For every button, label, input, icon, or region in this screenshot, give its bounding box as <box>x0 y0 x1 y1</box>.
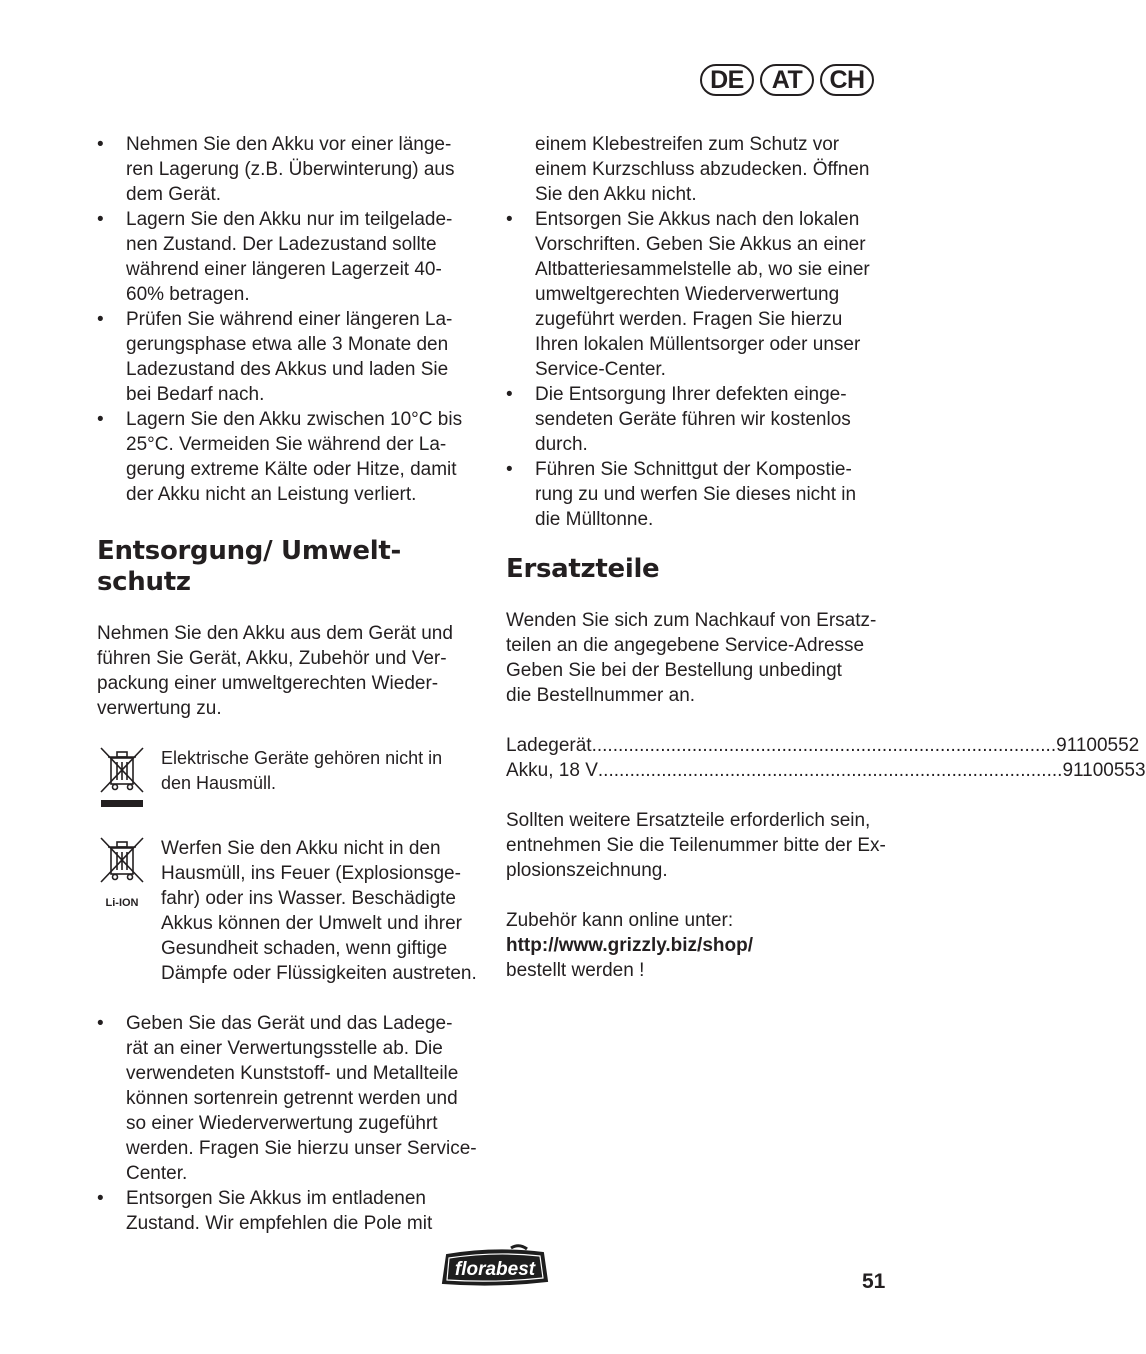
disposal-heading: Entsorgung/ Umwelt- schutz <box>97 536 401 597</box>
continuation-text: einem Klebestreifen zum Schutz vor einem Kurzschluss abzudecken. Öffnen Sie den Akku nicht. <box>535 134 870 205</box>
badge-at: AT <box>760 64 814 96</box>
badge-ch: CH <box>820 64 874 96</box>
badge-de: DE <box>700 64 754 96</box>
list-item: • Führen Sie Schnittgut der Kompostie- rung zu und werfen Sie dieses nicht in die Mülltonne. <box>506 457 894 532</box>
parts-list <box>506 733 1146 783</box>
battery-symbol-row <box>97 836 483 986</box>
parts-note: Sollten weitere Ersatzteile erforderlich sein, entnehmen Sie die Teilenummer bitte der Ex- plosionszeichnung. <box>506 810 886 881</box>
weee-symbol-row <box>97 746 483 812</box>
accessories-label: Zubehör kann online unter: <box>506 910 734 931</box>
right-column <box>506 132 1146 983</box>
part-name: Ladegerät <box>506 735 592 756</box>
parts-row <box>506 733 1140 758</box>
list-item: • Entsorgen Sie Akkus nach den lokalen Vorschriften. Geben Sie Akkus an einer Altbatteriesammelstelle ab, wo sie einer umweltgerechten Wiederverwertung zugeführt werden. Fragen Sie hierzu Ihren lokalen Müllentsorger oder unser Service-Center. <box>506 207 894 382</box>
list-item: • Entsorgen Sie Akkus im entladenen Zustand. Wir empfehlen die Pole mit <box>97 1186 483 1236</box>
leader-dots: ........................................................................................ <box>597 760 1063 781</box>
florabest-logo <box>439 1245 551 1289</box>
list-item: • Lagern Sie den Akku nur im teilgelade- nen Zustand. Der Ladezustand sollte während einer längeren Lagerzeit 40- 60% betragen. <box>97 207 483 307</box>
part-number: 91100552 <box>1056 735 1140 756</box>
list-item: • Geben Sie das Gerät und das Ladege- rät an einer Verwertungsstelle ab. Die verwendeten Kunststoff- und Metallteile können sortenrein getrennt werden und so einer Wiederverwertung zugeführt werden. Fragen Sie hierzu unser Service- Center. <box>97 1011 483 1186</box>
page-number: 51 <box>862 1270 886 1293</box>
crossed-bin-icon <box>97 746 147 812</box>
spare-parts-intro: Wenden Sie sich zum Nachkauf von Ersatz- teilen an die angegebene Service-Adresse Geben Sie bei der Bestellung unbedingt die Bestellnummer an. <box>506 610 877 706</box>
crossed-battery-bin-icon <box>97 836 147 890</box>
disposal-intro: Nehmen Sie den Akku aus dem Gerät und führen Sie Gerät, Akku, Zubehör und Ver- packung einer umweltgerechten Wieder- verwertung zu. <box>97 623 453 719</box>
leader-dots: ........................................................................................ <box>591 735 1057 756</box>
part-number: 91100553 <box>1062 760 1146 781</box>
accessories-block <box>506 908 894 983</box>
storage-bullet-list <box>97 132 483 507</box>
list-item: • Lagern Sie den Akku zwischen 10°C bis 25°C. Vermeiden Sie während der La- gerung extreme Kälte oder Hitze, damit der Akku nicht an Leistung verliert. <box>97 407 483 507</box>
disposal-bullet-list <box>97 1011 483 1236</box>
left-column <box>97 132 483 1236</box>
spare-parts-heading: Ersatzteile <box>506 554 660 584</box>
shop-url-link[interactable]: http://www.grizzly.biz/shop/ <box>506 935 753 956</box>
list-item: • Nehmen Sie den Akku vor einer länge- ren Lagerung (z.B. Überwinterung) aus dem Gerät. <box>97 132 483 207</box>
weee-symbol-text: Elektrische Geräte gehören nicht in den Hausmüll. <box>161 748 443 793</box>
list-item: • Prüfen Sie während einer längeren La- gerungsphase etwa alle 3 Monate den Ladezustand des Akkus und laden Sie bei Bedarf nach. <box>97 307 483 407</box>
battery-symbol <box>97 836 147 909</box>
parts-row <box>506 758 1146 783</box>
part-name: Akku, 18 V <box>506 760 598 781</box>
list-item: • Die Entsorgung Ihrer defekten einge- sendeten Geräte führen wir kostenlos durch. <box>506 382 894 457</box>
battery-symbol-text: Werfen Sie den Akku nicht in den Hausmüll, ins Feuer (Explosionsge- fahr) oder ins Wasser. Beschädigte Akkus können der Umwelt und ihrer Gesundheit schaden, wenn giftige Dämpfe oder Flüssigkeiten austreten. <box>161 838 477 984</box>
li-ion-label: Li-ION <box>105 897 139 909</box>
disposal-rules-bullet-list <box>506 207 894 532</box>
accessories-suffix: bestellt werden ! <box>506 960 645 981</box>
country-badges <box>700 64 874 96</box>
logo-text: florabest <box>454 1259 536 1280</box>
